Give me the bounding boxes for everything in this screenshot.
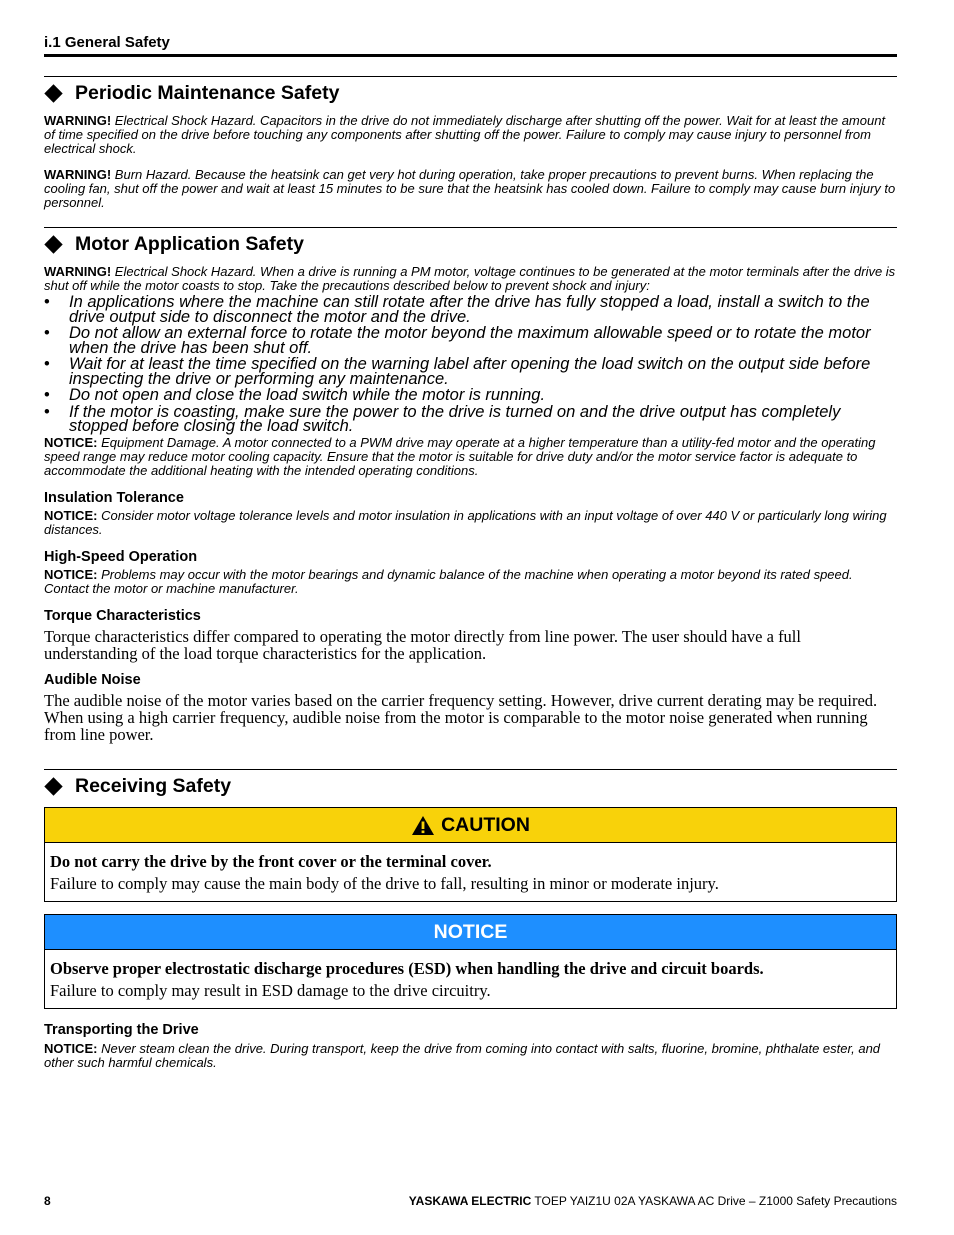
page-number: 8 — [44, 1194, 51, 1208]
notice-label: NOTICE: — [44, 507, 98, 523]
section-receiving — [44, 769, 897, 798]
caution-label: CAUTION — [441, 813, 530, 836]
list-item: • Do not open and close the load switch while the motor is running. — [44, 386, 546, 404]
section-periodic-maintenance — [44, 76, 897, 210]
section-rule — [44, 769, 897, 770]
diamond-bullet-icon — [44, 235, 62, 253]
subheading-audible-noise: Audible Noise — [44, 671, 141, 688]
notice-header — [45, 915, 896, 950]
list-item: • Do not allow an external force to rotate the motor beyond the maximum allowable speed or to rotate the motor when the drive has been shut off. — [44, 324, 871, 357]
notice-text: Equipment Damage. A motor connected to a PWM drive may operate at a higher temperature than a utility-fed motor and the operating speed range may reduce motor cooling capacity. Ensure that the motor is suitable for drive duty and/or the motor service factor is adequate to accommodate the additional heating with the intended operating conditions. — [44, 434, 876, 478]
caution-header — [45, 808, 896, 843]
notice-consequence: Failure to comply may result in ESD damage to the drive circuitry. — [50, 981, 491, 1000]
notice-label: NOTICE: — [44, 434, 98, 450]
section-title — [44, 775, 897, 798]
section-title-text: Periodic Maintenance Safety — [75, 82, 340, 104]
body-paragraph: The audible noise of the motor varies based on the carrier frequency setting. However, drive current derating may be required. When using a high carrier frequency, audible noise from the motor is comparable to the motor noise generated when running from line power. — [44, 690, 878, 744]
list-item: • Wait for at least the time specified on the warning label after opening the load switch on the output side before inspecting the drive or performing any maintenance. — [44, 355, 871, 388]
warning-label: WARNING! — [44, 167, 112, 182]
notice-box-label: NOTICE — [433, 920, 508, 943]
notice-label: NOTICE: — [44, 1041, 98, 1056]
section-motor-application — [44, 227, 897, 743]
notice-text: Problems may occur with the motor bearings and dynamic balance of the machine when operating a motor beyond its rated speed. Contact the motor or machine manufacturer. — [44, 566, 853, 596]
warning-triangle-icon — [411, 815, 435, 836]
notice-instruction: Observe proper electrostatic discharge procedures (ESD) when handling the drive and circuit boards. — [50, 959, 764, 978]
document-reference — [409, 1194, 897, 1208]
section-title — [44, 233, 897, 256]
header-rule — [44, 54, 897, 57]
section-rule — [44, 76, 897, 77]
list-item: • If the motor is coasting, make sure the power to the drive is turned on and the drive output has completely stopped before closing the load switch. — [44, 402, 841, 435]
notice-paragraph — [44, 509, 897, 537]
warning-text: Electrical Shock Hazard. Capacitors in the drive do not immediately discharge after shutting off the power. Wait for at least the amount of time specified on the drive before touching any components after shutting off the power. Failure to comply may cause injury to personnel from electrical shock. — [44, 113, 886, 156]
subheading-high-speed: High-Speed Operation — [44, 548, 198, 565]
diamond-bullet-icon — [44, 84, 62, 102]
section-title — [44, 82, 897, 105]
caution-box — [44, 807, 897, 902]
warning-label: WARNING! — [44, 264, 112, 279]
caution-consequence: Failure to comply may cause the main body of the drive to fall, resulting in minor or moderate injury. — [50, 874, 719, 893]
notice-box — [44, 914, 897, 1009]
running-head: i.1 General Safety — [44, 34, 170, 51]
warning-text: Electrical Shock Hazard. When a drive is running a PM motor, voltage continues to be generated at the motor terminals after the drive is shut off while the motor coasts to stop. Take the precautions described below to prevent shock and injury: — [44, 264, 896, 293]
brand-name: YASKAWA ELECTRIC — [408, 1194, 532, 1208]
notice-paragraph — [44, 568, 897, 596]
list-item: • In applications where the machine can still rotate after the drive has fully stopped a load, install a switch to the drive output side to disconnect the motor and the drive. — [44, 293, 870, 326]
notice-paragraph — [44, 436, 897, 478]
warning-label: WARNING! — [44, 113, 112, 128]
caution-instruction: Do not carry the drive by the front cover or the terminal cover. — [50, 852, 492, 871]
document-title: TOEP YAIZ1U 02A YASKAWA AC Drive – Z1000 Safety Precautions — [531, 1194, 897, 1208]
warning-text: Burn Hazard. Because the heatsink can get very hot during operation, take proper precautions to prevent burns. When replacing the cooling fan, shut off the power and wait at least 15 minutes to be sure that the heatsink has cooled down. Failure to comply may cause burn injury to personnel. — [44, 167, 896, 210]
subheading-insulation: Insulation Tolerance — [44, 489, 184, 506]
notice-paragraph — [44, 1042, 897, 1070]
section-title-text: Receiving Safety — [75, 775, 232, 797]
notice-text: Never steam clean the drive. During transport, keep the drive from coming into contact with salts, fluorine, bromine, phthalate ester, and other such harmful chemicals. — [44, 1041, 881, 1070]
section-rule — [44, 227, 897, 228]
section-title-text: Motor Application Safety — [75, 233, 304, 255]
warning-paragraph — [44, 265, 897, 293]
notice-text: Consider motor voltage tolerance levels and motor insulation in applications with an input voltage of over 440 V or particularly long wiring distances. — [44, 507, 887, 537]
warning-paragraph — [44, 168, 897, 210]
diamond-bullet-icon — [44, 777, 62, 795]
notice-label: NOTICE: — [44, 566, 98, 582]
body-paragraph: Torque characteristics differ compared to operating the motor directly from line power. The user should have a full understanding of the load torque characteristics for the application. — [44, 626, 801, 663]
subheading-torque: Torque Characteristics — [44, 607, 201, 624]
warning-paragraph — [44, 114, 897, 156]
subheading-transporting: Transporting the Drive — [44, 1022, 199, 1038]
transporting-section — [44, 1022, 897, 1070]
precaution-list — [44, 295, 897, 434]
notice-body — [45, 950, 896, 1008]
caution-body — [45, 843, 896, 901]
